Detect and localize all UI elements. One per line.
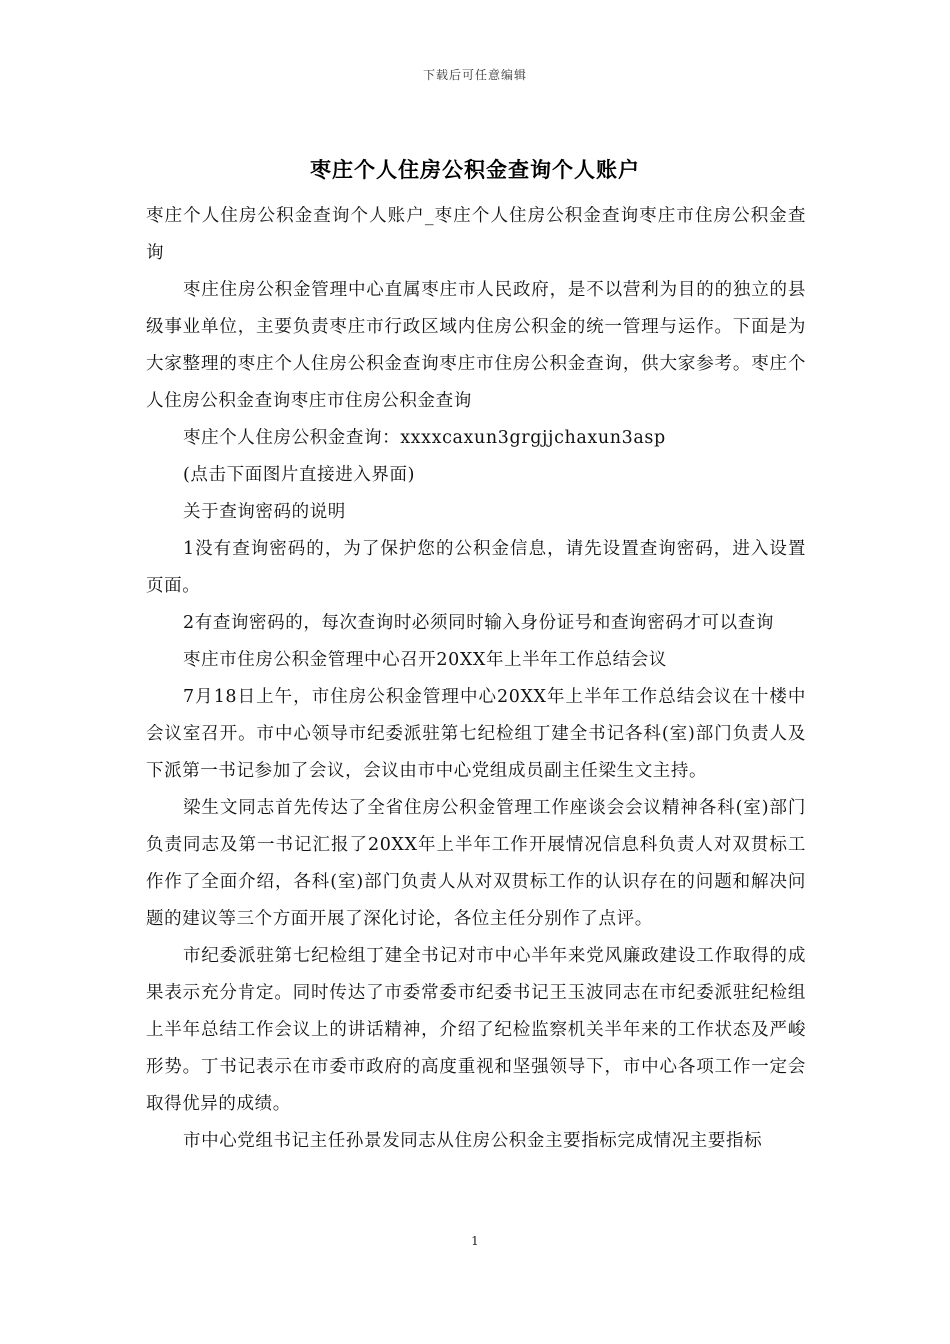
- paragraph-meeting-intro: 7月18日上午，市住房公积金管理中心20XX年上半年工作总结会议在十楼中会议室召开。市中心领导市纪委派驻第七纪检组丁建全书记各科(室)部门负责人及下派第一书记参加了会议，会议由市中心党组成员副主任梁生文主持。: [146, 687, 806, 781]
- page-number: 1: [471, 1234, 479, 1248]
- document-title: 枣庄个人住房公积金查询个人账户: [310, 157, 640, 182]
- paragraph-intro: 枣庄住房公积金管理中心直属枣庄市人民政府，是不以营利为目的的独立的县级事业单位，主要负责枣庄市行政区域内住房公积金的统一管理与运作。下面是为大家整理的枣庄个人住房公积金查询枣庄市住房公积金查询，供大家参考。枣庄个人住房公积金查询枣庄市住房公积金查询: [146, 280, 806, 411]
- paragraph-password-item-1: 1没有查询密码的，为了保护您的公积金信息，请先设置查询密码，进入设置页面。: [146, 539, 806, 596]
- paragraph-password-item-2: 2有查询密码的，每次查询时必须同时输入身份证号和查询密码才可以查询: [183, 613, 774, 633]
- paragraph-meeting-discussion: 梁生文同志首先传达了全省住房公积金管理工作座谈会会议精神各科(室)部门负责同志及第一书记汇报了20XX年上半年工作开展情况信息科负责人对双贯标工作作了全面介绍，各科(室)部门负责人从对双贯标工作的认识存在的问题和解决问题的建议等三个方面开展了深化讨论，各位主任分别作了点评。: [146, 798, 806, 929]
- paragraph-query-url: 枣庄个人住房公积金查询：xxxxcaxun3grgjjchaxun3asp: [183, 428, 666, 448]
- paragraph-discipline-remarks: 市纪委派驻第七纪检组丁建全书记对市中心半年来党风廉政建设工作取得的成果表示充分肯定。同时传达了市委常委市纪委书记王玉波同志在市纪委派驻纪检组上半年总结工作会议上的讲话精神，介绍了纪检监察机关半年来的工作状态及严峻形势。丁书记表示在市委市政府的高度重视和坚强领导下，市中心各项工作一定会取得优异的成绩。: [146, 946, 806, 1114]
- paragraph-click-note: (点击下面图片直接进入界面): [183, 465, 416, 485]
- paragraph-meeting-heading: 枣庄市住房公积金管理中心召开20XX年上半年工作总结会议: [183, 650, 667, 670]
- page-header-note: 下载后可任意编辑: [422, 68, 527, 82]
- paragraph-subtitle: 枣庄个人住房公积金查询个人账户_枣庄个人住房公积金查询枣庄市住房公积金查询: [146, 206, 806, 263]
- paragraph-password-heading: 关于查询密码的说明: [183, 502, 346, 522]
- paragraph-director-remarks: 市中心党组书记主任孙景发同志从住房公积金主要指标完成情况主要指标: [183, 1131, 763, 1151]
- document-body: [146, 198, 806, 1160]
